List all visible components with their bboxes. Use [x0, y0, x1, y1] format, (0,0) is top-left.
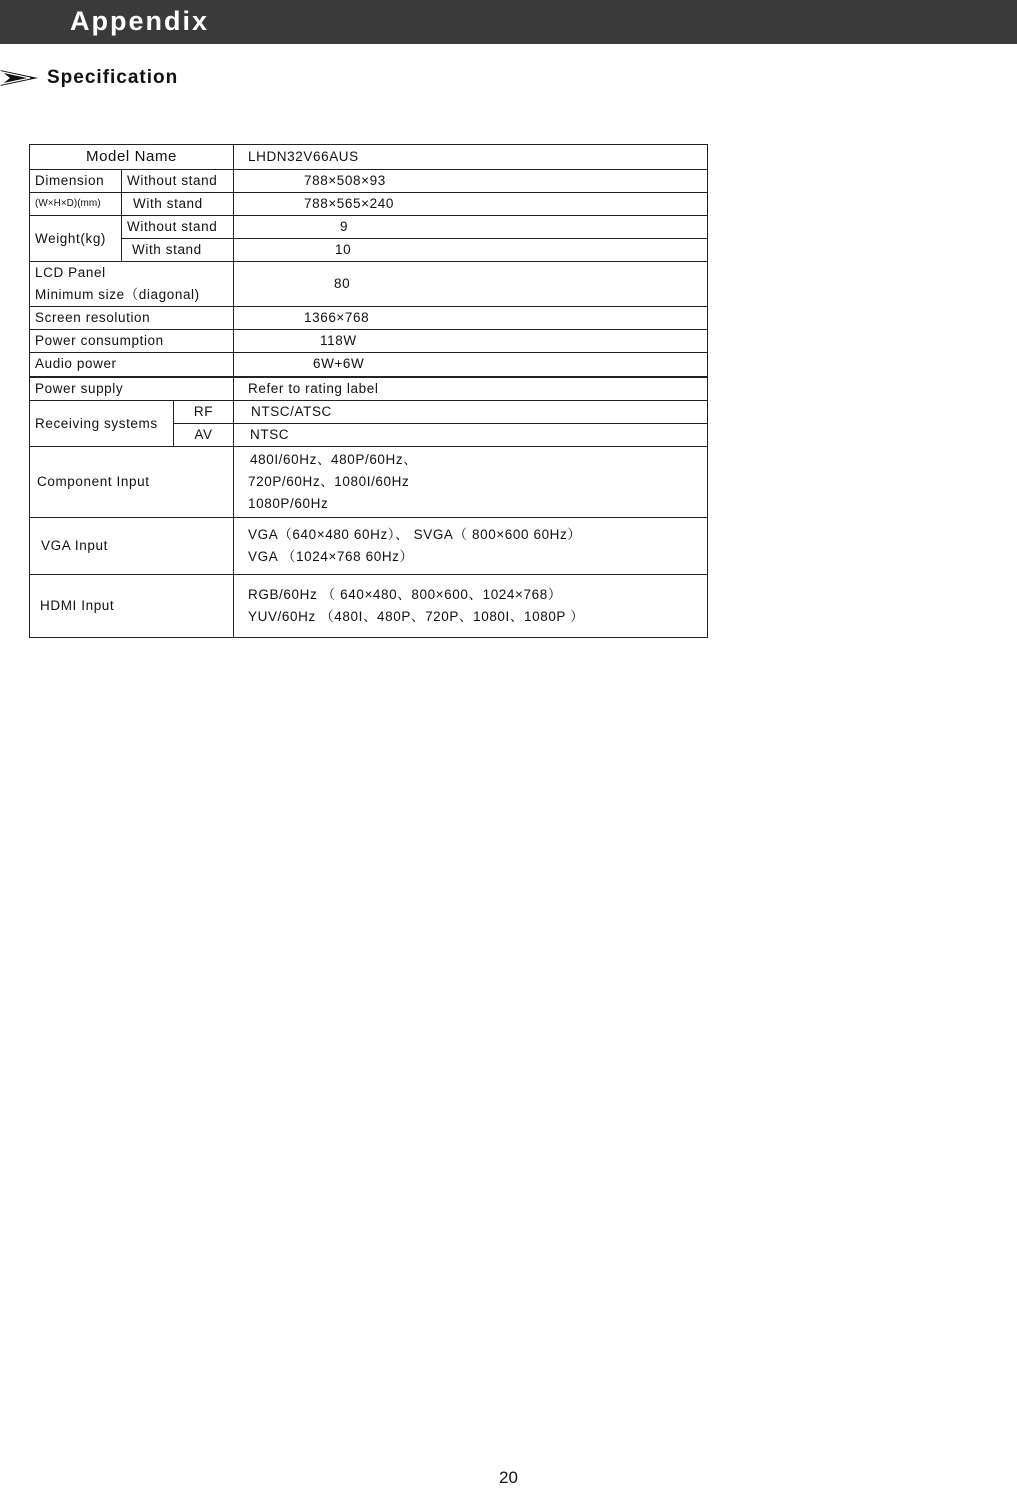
page-title: Appendix — [70, 6, 210, 36]
hdmi-input-value — [234, 575, 708, 638]
vga-input-line1: VGA（640×480 60Hz）、 SVGA（ 800×600 60Hz） — [248, 527, 582, 542]
dimension-without-stand-value: 788×508×93 — [234, 170, 708, 193]
table-row — [30, 170, 708, 193]
table-row — [30, 145, 708, 170]
lcd-panel-label-line1: LCD Panel — [35, 265, 106, 280]
spec-table — [29, 144, 708, 638]
dimension-without-stand-label: Without stand — [122, 170, 234, 193]
table-row — [30, 353, 708, 377]
dimension-with-stand-value: 788×565×240 — [234, 193, 708, 216]
weight-label: Weight(kg) — [30, 216, 122, 262]
model-name-label: Model Name — [30, 145, 234, 170]
weight-without-stand-label: Without stand — [122, 216, 234, 239]
component-input-value — [234, 447, 708, 518]
audio-power-label: Audio power — [30, 353, 234, 377]
table-row — [30, 377, 708, 401]
dimension-label: Dimension — [30, 170, 122, 193]
receiving-av-value: NTSC — [234, 424, 708, 447]
header-bar — [0, 0, 1017, 44]
hdmi-input-line2: YUV/60Hz （480I、480P、720P、1080I、1080P ） — [248, 609, 585, 624]
weight-without-stand-value: 9 — [234, 216, 708, 239]
receiving-av-label: AV — [174, 424, 234, 447]
table-row — [30, 216, 708, 239]
model-name-value: LHDN32V66AUS — [234, 145, 708, 170]
power-consumption-label: Power consumption — [30, 330, 234, 353]
screen-resolution-label: Screen resolution — [30, 307, 234, 330]
power-consumption-value: 118W — [234, 330, 708, 353]
vga-input-value — [234, 518, 708, 575]
table-row — [30, 575, 708, 638]
lcd-panel-label — [30, 262, 234, 307]
hdmi-input-line1: RGB/60Hz （ 640×480、800×600、1024×768） — [248, 587, 562, 602]
table-row — [30, 330, 708, 353]
audio-power-value: 6W+6W — [234, 353, 708, 377]
arrow-pointer-icon — [0, 68, 38, 88]
vga-input-label: VGA Input — [30, 518, 234, 575]
dimension-unit: (W×H×D)(mm) — [30, 193, 122, 216]
power-supply-label: Power supply — [30, 377, 234, 401]
page-number: 20 — [499, 1468, 518, 1487]
component-input-line1: 480I/60Hz、480P/60Hz、 — [250, 452, 418, 467]
component-input-label: Component Input — [30, 447, 234, 518]
table-row — [30, 262, 708, 307]
table-row — [30, 401, 708, 424]
table-row — [30, 518, 708, 575]
lcd-panel-value: 80 — [234, 262, 708, 307]
table-row — [30, 447, 708, 518]
receiving-rf-value: NTSC/ATSC — [234, 401, 708, 424]
weight-with-stand-label: With stand — [122, 239, 234, 262]
table-row — [30, 193, 708, 216]
dimension-with-stand-label: With stand — [122, 193, 234, 216]
component-input-line3: 1080P/60Hz — [248, 496, 329, 511]
table-row — [30, 239, 708, 262]
table-row — [30, 307, 708, 330]
lcd-panel-label-line2: Minimum size（diagonal) — [35, 287, 200, 302]
receiving-rf-label: RF — [174, 401, 234, 424]
hdmi-input-label: HDMI Input — [30, 575, 234, 638]
power-supply-value: Refer to rating label — [234, 377, 708, 401]
section-title: Specification — [47, 67, 179, 88]
screen-resolution-value: 1366×768 — [234, 307, 708, 330]
receiving-systems-label: Receiving systems — [30, 401, 174, 447]
weight-with-stand-value: 10 — [234, 239, 708, 262]
component-input-line2: 720P/60Hz、1080I/60Hz — [248, 474, 410, 489]
vga-input-line2: VGA （1024×768 60Hz） — [248, 549, 414, 564]
